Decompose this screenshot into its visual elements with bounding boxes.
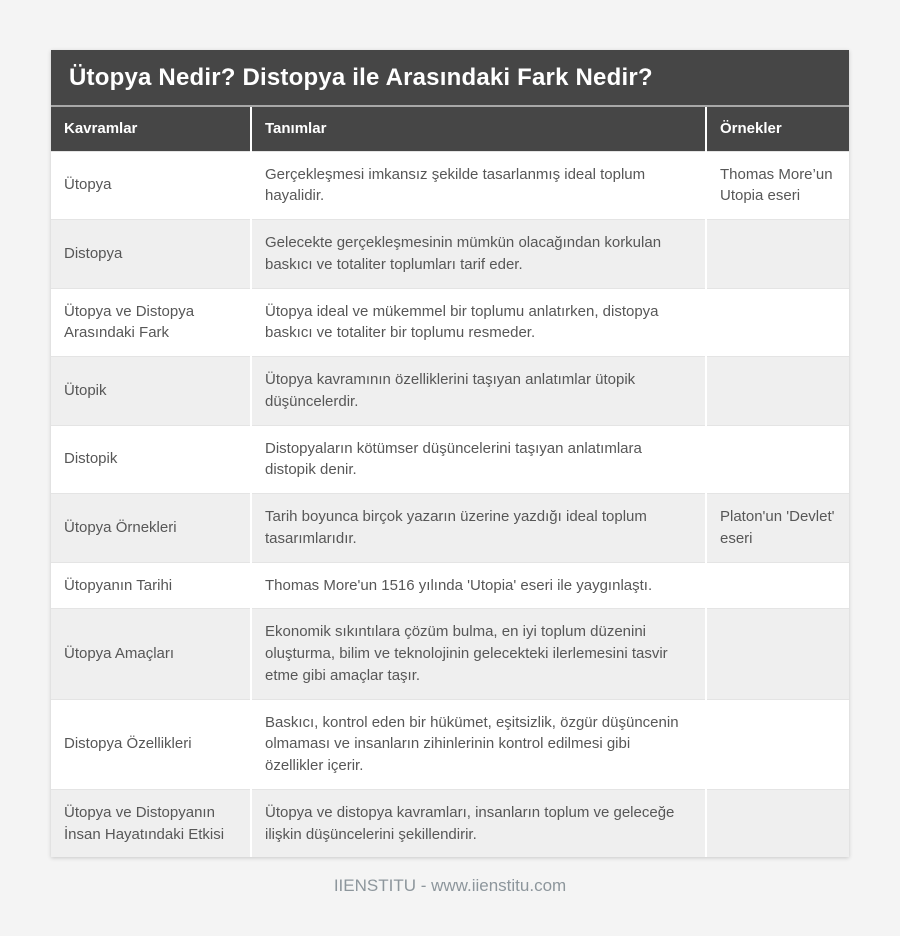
cell-ornek <box>706 357 849 426</box>
table-row <box>51 699 849 789</box>
cell-kavram: Ütopik <box>51 357 251 426</box>
cell-ornek <box>706 789 849 857</box>
table-row <box>51 357 849 426</box>
cell-tanim: Ütopya kavramının özelliklerini taşıyan anlatımlar ütopik düşüncelerdir. <box>251 357 706 426</box>
cell-kavram: Distopya Özellikleri <box>51 699 251 789</box>
cell-kavram: Ütopyanın Tarihi <box>51 562 251 609</box>
table-row <box>51 220 849 289</box>
table-row <box>51 151 849 220</box>
table-row <box>51 425 849 494</box>
cell-ornek: Thomas More’un Utopia eseri <box>706 151 849 220</box>
cell-ornek <box>706 609 849 699</box>
cell-ornek <box>706 220 849 289</box>
cell-kavram: Ütopya ve Distopya Arasındaki Fark <box>51 288 251 357</box>
table-body <box>51 151 849 857</box>
cell-kavram: Distopya <box>51 220 251 289</box>
cell-ornek <box>706 699 849 789</box>
cell-kavram: Ütopya Örnekleri <box>51 494 251 563</box>
cell-ornek <box>706 425 849 494</box>
column-header-tanimlar: Tanımlar <box>251 107 706 151</box>
cell-kavram: Distopik <box>51 425 251 494</box>
column-header-ornekler: Örnekler <box>706 107 849 151</box>
page-title: Ütopya Nedir? Distopya ile Arasındaki Fark Nedir? <box>51 50 849 107</box>
cell-ornek <box>706 288 849 357</box>
footer-credit: IIENSTITU - www.iienstitu.com <box>333 876 567 896</box>
cell-kavram: Ütopya Amaçları <box>51 609 251 699</box>
cell-ornek: Platon'un 'Devlet' eseri <box>706 494 849 563</box>
cell-tanim: Distopyaların kötümser düşüncelerini taşıyan anlatımlara distopik denir. <box>251 425 706 494</box>
cell-tanim: Tarih boyunca birçok yazarın üzerine yazdığı ideal toplum tasarımlarıdır. <box>251 494 706 563</box>
table-row <box>51 288 849 357</box>
table-row <box>51 609 849 699</box>
column-header-kavramlar: Kavramlar <box>51 107 251 151</box>
content-card <box>51 50 849 857</box>
cell-kavram: Ütopya <box>51 151 251 220</box>
concepts-table <box>51 107 849 857</box>
cell-tanim: Ütopya ve distopya kavramları, insanların toplum ve geleceğe ilişkin düşüncelerini şekillendirir. <box>251 789 706 857</box>
cell-tanim: Gerçekleşmesi imkansız şekilde tasarlanmış ideal toplum hayalidir. <box>251 151 706 220</box>
cell-tanim: Gelecekte gerçekleşmesinin mümkün olacağından korkulan baskıcı ve totaliter toplumları tarif eder. <box>251 220 706 289</box>
table-row <box>51 494 849 563</box>
table-row <box>51 789 849 857</box>
cell-kavram: Ütopya ve Distopyanın İnsan Hayatındaki Etkisi <box>51 789 251 857</box>
cell-tanim: Thomas More'un 1516 yılında 'Utopia' eseri ile yaygınlaştı. <box>251 562 706 609</box>
cell-ornek <box>706 562 849 609</box>
table-row <box>51 562 849 609</box>
cell-tanim: Ekonomik sıkıntılara çözüm bulma, en iyi toplum düzenini oluşturma, bilim ve teknolojinin gelecekteki ilerlemesini tasvir etme gibi amaçlar taşır. <box>251 609 706 699</box>
cell-tanim: Baskıcı, kontrol eden bir hükümet, eşitsizlik, özgür düşüncenin olmaması ve insanların zihinlerinin kontrol edilmesi gibi özellikler içerir. <box>251 699 706 789</box>
cell-tanim: Ütopya ideal ve mükemmel bir toplumu anlatırken, distopya baskıcı ve totaliter bir toplumu resmeder. <box>251 288 706 357</box>
table-header <box>51 107 849 151</box>
